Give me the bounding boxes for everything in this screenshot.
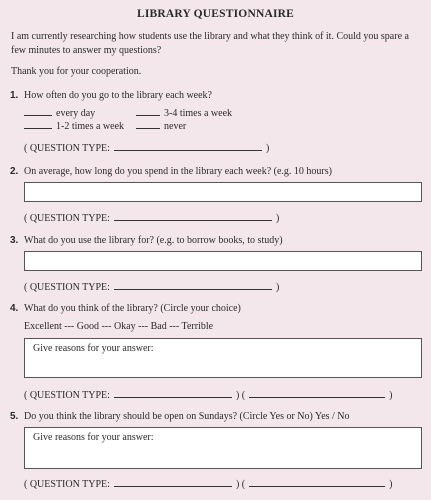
question-type-blank[interactable] [114,388,232,398]
page-title: LIBRARY QUESTIONNAIRE [136,8,295,20]
question-5-text: Do you think the library should be open on Sundays? (Circle Yes or No) Yes / No [24,411,350,422]
question-3-type-line: ( QUESTION TYPE: ) [24,282,280,293]
question-1-type-line: ( QUESTION TYPE: ) [24,143,270,154]
question-type-blank-2[interactable] [249,388,385,398]
question-1-text: How often do you go to the library each week? [24,90,212,101]
question-2-answer-box[interactable] [24,182,422,202]
question-1-number: 1. [10,90,19,101]
reasons-label: Give reasons for your answer: [33,343,154,354]
thanks-text: Thank you for your cooperation. [11,66,142,77]
question-3-answer-box[interactable] [24,251,422,271]
question-2-text: On average, how long do you spend in the library each week? (e.g. 10 hours) [24,166,332,177]
question-type-blank[interactable] [114,477,232,487]
question-2-type-line: ( QUESTION TYPE: ) [24,213,280,224]
reasons-label: Give reasons for your answer: [33,432,154,443]
question-4-reasons-box[interactable] [24,338,422,378]
question-type-blank-2[interactable] [249,477,385,487]
option-1-2-times[interactable]: 1-2 times a week [24,119,124,132]
question-3-text: What do you use the library for? (e.g. to borrow books, to study) [24,235,283,246]
question-5-type-line: ( QUESTION TYPE: ) ( ) [24,479,393,490]
question-3-number: 3. [10,235,19,246]
answer-blank[interactable] [136,119,160,129]
option-every-day[interactable]: every day [24,106,95,119]
answer-blank[interactable] [136,106,160,116]
option-never[interactable]: never [136,119,186,132]
question-type-blank[interactable] [114,141,262,151]
option-3-4-times[interactable]: 3-4 times a week [136,106,232,119]
question-4-number: 4. [10,303,19,314]
question-4-text: What do you think of the library? (Circle your choice) [24,303,241,314]
intro-text: I am currently researching how students use the library and what they think of it. Could you spare a few minutes to answer my questions? [11,31,409,56]
rating-scale[interactable]: Excellent --- Good --- Okay --- Bad --- Terrible [24,321,214,332]
question-type-blank[interactable] [114,211,272,221]
answer-blank[interactable] [24,106,52,116]
question-type-blank[interactable] [114,280,272,290]
question-4-type-line: ( QUESTION TYPE: ) ( ) [24,390,393,401]
question-5-number: 5. [10,411,19,422]
answer-blank[interactable] [24,119,52,129]
question-2-number: 2. [10,166,19,177]
question-5-reasons-box[interactable] [24,427,422,469]
